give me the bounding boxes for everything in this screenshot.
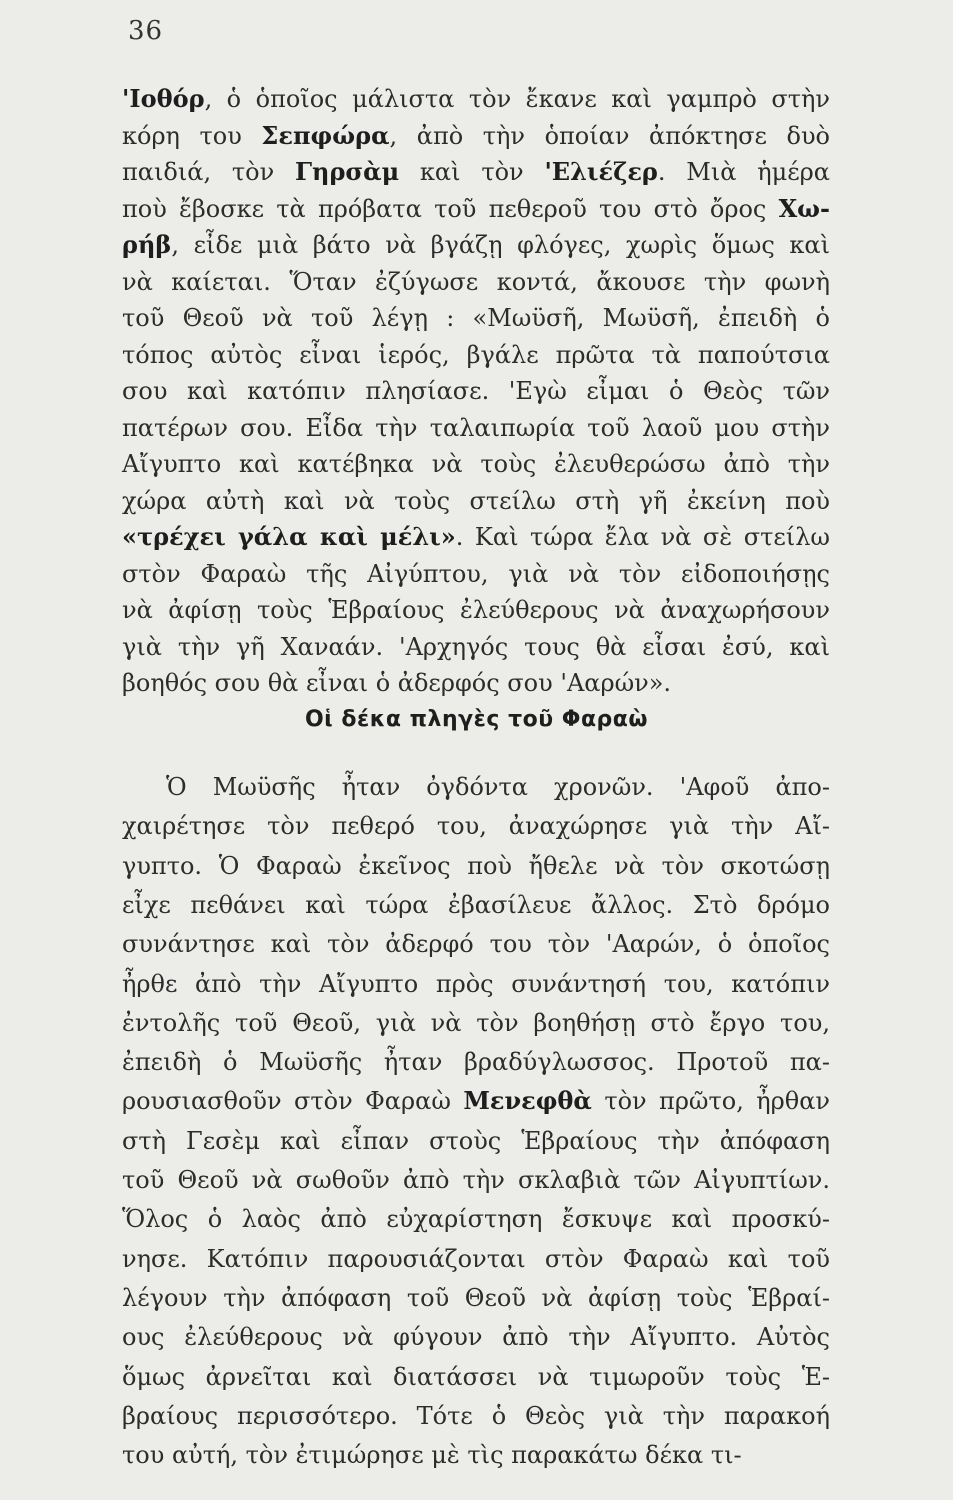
text-run: λέγουν τὴν ἀπόφαση τοῦ Θεοῦ νὰ ἀφίσῃ τοὺς Ἑβραί- (122, 1283, 830, 1312)
text-run: στὸν Φαραὼ τῆς Αἰγύπτου, γιὰ νὰ τὸν εἰδοποιήσῃς (122, 559, 830, 588)
text-run: Ὅλος ὁ λαὸς ἀπὸ εὐχαρίστηση ἔσκυψε καὶ προσκύ- (122, 1205, 830, 1234)
text-line (122, 482, 830, 520)
text-run: βραίους περισσότερο. Τότε ὁ Θεὸς γιὰ τὴν παρακοή (122, 1401, 830, 1430)
text-line (122, 1279, 830, 1317)
text-line (122, 1082, 830, 1120)
text-run: στὴ Γεσὲμ καὶ εἶπαν στοὺς Ἑβραίους τὴν ἀπόφαση (122, 1126, 830, 1155)
text-line (122, 628, 830, 666)
text-run: τὸν πρῶτο, ἦρθαν (591, 1087, 830, 1116)
text-line (122, 664, 830, 702)
text-line (122, 1397, 830, 1435)
name-eliezer: 'Ελιέζερ (544, 157, 658, 186)
text-line (122, 299, 830, 337)
text-run: νὰ καίεται. Ὅταν ἐζύγωσε κοντά, ἄκουσε τὴν φωνὴ (122, 267, 830, 296)
text-run: χώρα αὐτὴ καὶ νὰ τοὺς στείλω στὴ γῆ ἐκείνη ποὺ (122, 486, 830, 515)
text-run: ἦρθε ἀπὸ τὴν Αἴγυπτο πρὸς συνάντησή του, κατόπιν (122, 969, 830, 998)
text-line (122, 965, 830, 1003)
text-line (122, 886, 830, 924)
text-run: κόρη του (122, 121, 262, 150)
name-menefta: Μενεφθὰ (463, 1086, 592, 1116)
text-line (122, 117, 830, 155)
text-line (122, 1043, 830, 1081)
text-run: πατέρων σου. Εἶδα τὴν ταλαιπωρία τοῦ λαοῦ μου στὴν (122, 413, 830, 442)
text-run: . Καὶ τώρα ἔλα νὰ σὲ στείλω (455, 523, 830, 551)
text-line (166, 768, 830, 806)
text-line (122, 80, 830, 118)
text-line (122, 1004, 830, 1042)
text-run: γιὰ τὴν γῆ Χαναάν. 'Αρχηγός τους θὰ εἶσαι ἐσύ, καὶ (122, 632, 830, 661)
name-horeb-part1: Χω- (778, 193, 830, 223)
text-line (122, 518, 830, 556)
name-girsam: Γηρσὰμ (294, 157, 400, 186)
text-run: ὅμως ἀρνεῖται καὶ διατάσσει νὰ τιμωροῦν τοὺς Ἑ- (122, 1362, 830, 1391)
text-run: βοηθός σου θὰ εἶναι ὁ ἀδερφός σου 'Ααρών». (122, 669, 672, 697)
text-run: σου καὶ κατόπιν πλησίασε. 'Εγὼ εἶμαι ὁ Θεὸς τῶν (122, 377, 830, 405)
text-run: , ἀπὸ τὴν ὁποίαν ἀπόκτησε δυὸ (389, 121, 831, 150)
text-run: , εἶδε μιὰ βάτο νὰ βγάζῃ φλόγες, χωρὶς ὅμως καὶ (171, 231, 830, 259)
text-line (122, 555, 830, 593)
text-line (122, 1161, 830, 1199)
text-line (122, 190, 830, 228)
text-line (122, 263, 830, 301)
text-run: του αὐτή, τὸν ἐτιμώρησε μὲ τὶς παρακάτω δέκα τι- (122, 1441, 742, 1470)
text-run: . Μιὰ ἡμέρα (657, 158, 830, 186)
text-run: ποὺ ἔβοσκε τὰ πρόβατα τοῦ πεθεροῦ του στὸ ὄρος (122, 194, 779, 223)
text-line (122, 226, 830, 264)
text-run: Ὁ Μωϋσῆς ἦταν ὀγδόντα χρονῶν. 'Αφοῦ ἀπο- (166, 773, 830, 801)
text-run: χαιρέτησε τὸν πεθερό του, ἀναχώρησε γιὰ τὴν Αἴ- (122, 812, 830, 841)
text-run: νὰ ἀφίσῃ τοὺς Ἑβραίους ἐλεύθερους νὰ ἀναχωρήσουν (122, 596, 830, 624)
text-run: τοῦ Θεοῦ νὰ σωθοῦν ἀπὸ τὴν σκλαβιὰ τῶν Αἰγυπτίων. (122, 1166, 830, 1194)
text-run: ἐπειδὴ ὁ Μωϋσῆς ἦταν βραδύγλωσσος. Προτοῦ πα- (122, 1048, 830, 1077)
text-line (122, 1358, 830, 1396)
text-run: ἐντολῆς τοῦ Θεοῦ, γιὰ νὰ τὸν βοηθήσῃ στὸ ἔργο του, (122, 1008, 830, 1037)
text-run: εἶχε πεθάνει καὶ τώρα ἐβασίλευε ἄλλος. Στὸ δρόμο (122, 890, 830, 919)
text-line (122, 1240, 830, 1278)
text-run: Αἴγυπτο καὶ κατέβηκα νὰ τοὺς ἐλευθερώσω ἀπὸ τὴν (122, 450, 830, 478)
text-line (122, 847, 830, 885)
text-run: παιδιά, τὸν (122, 158, 295, 186)
text-run: , ὁ ὁποῖος μάλιστα τὸν ἔκανε καὶ γαμπρὸ στὴν (204, 85, 830, 113)
text-run: τοῦ Θεοῦ νὰ τοῦ λέγῃ : «Μωϋσῆ, Μωϋσῆ, ἐπειδὴ ὁ (122, 304, 830, 332)
name-iothor: 'Ιοθόρ (122, 84, 205, 113)
quote-milk-honey: «τρέχει γάλα καὶ μέλι» (122, 522, 456, 551)
text-run: τόπος αὐτὸς εἶναι ἱερός, βγάλε πρῶτα τὰ παπούτσια (122, 340, 830, 369)
text-run: νησε. Κατόπιν παρουσιάζονται στὸν Φαραὼ καὶ τοῦ (122, 1244, 830, 1273)
text-run: γυπτο. Ὁ Φαραὼ ἐκεῖνος ποὺ ἤθελε νὰ τὸν σκοτώσῃ (122, 851, 830, 880)
text-run: ρουσιασθοῦν στὸν Φαραὼ (122, 1087, 464, 1116)
text-line (122, 807, 830, 845)
text-line (122, 591, 830, 629)
section-heading: Οἱ δέκα πληγὲς τοῦ Φαραὼ (304, 707, 649, 732)
text-line (122, 153, 830, 191)
text-line (122, 1436, 830, 1474)
text-run: συνάντησε καὶ τὸν ἀδερφό του τὸν 'Ααρών, ὁ ὁποῖος (122, 930, 830, 959)
page-number: 36 (128, 16, 164, 46)
text-line (122, 409, 830, 447)
text-line (122, 1318, 830, 1356)
text-line (122, 372, 830, 410)
text-line (122, 336, 830, 374)
text-run: καὶ τὸν (399, 158, 545, 186)
text-line (122, 1200, 830, 1238)
text-run: ους ἐλεύθερους νὰ φύγουν ἀπὸ τὴν Αἴγυπτο. Αὐτὸς (122, 1323, 830, 1352)
text-line (122, 445, 830, 483)
name-horeb-part2: ρήβ (122, 230, 172, 259)
text-line (122, 925, 830, 963)
text-line (122, 1122, 830, 1160)
name-sepfora: Σεπφώρα (261, 120, 390, 150)
